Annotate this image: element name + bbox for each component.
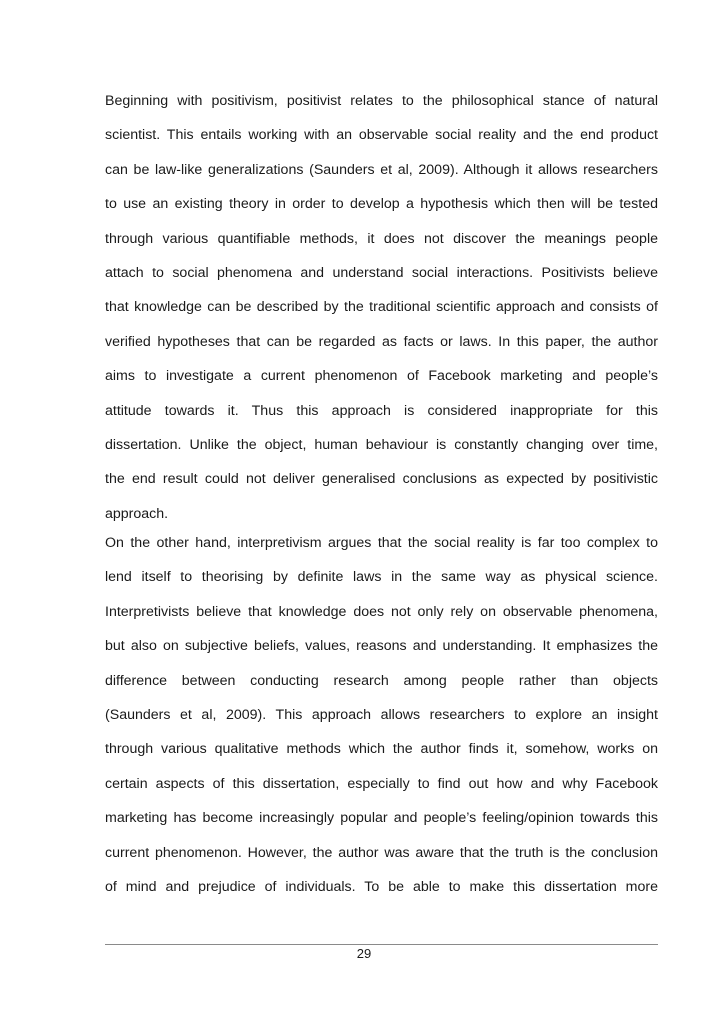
text-line: the end result could not deliver generalised conclusions as expected by positivistic [105, 471, 658, 488]
text-line: Beginning with positivism, positivist relates to the philosophical stance of natural [105, 93, 658, 109]
text-line: lend itself to theorising by definite laws in the same way as physical science. [105, 569, 658, 586]
text-line: attitude towards it. Thus this approach is considered inappropriate for this [105, 402, 658, 419]
text-line: can be law-like generalizations (Saunders et al, 2009). Although it allows researchers [105, 161, 658, 178]
text-line: but also on subjective beliefs, values, reasons and understanding. It emphasizes the [105, 638, 658, 655]
text-line: certain aspects of this dissertation, especially to find out how and why Facebook [105, 775, 658, 792]
text-line: On the other hand, interpretivism argues that the social reality is far too complex to [105, 535, 658, 551]
text-line: to use an existing theory in order to develop a hypothesis which then will be tested [105, 196, 658, 213]
text-line: aims to investigate a current phenomenon of Facebook marketing and people’s [105, 368, 658, 385]
text-line: current phenomenon. However, the author was aware that the truth is the conclusion [105, 844, 658, 861]
text-line: attach to social phenomena and understand social interactions. Positivists believe [105, 264, 658, 281]
paragraph-positivism [105, 84, 658, 531]
text-line: difference between conducting research among people rather than objects [105, 672, 658, 689]
text-line: dissertation. Unlike the object, human behaviour is constantly changing over time, [105, 436, 658, 453]
page-number: 29 [356, 946, 372, 961]
text-line: approach. [105, 505, 169, 522]
paragraph-interpretivism [105, 526, 658, 904]
text-line: that knowledge can be described by the traditional scientific approach and consists of [105, 299, 658, 316]
footer-divider [105, 944, 658, 945]
text-line: verified hypotheses that can be regarded as facts or laws. In this paper, the author [105, 333, 658, 350]
text-line: marketing has become increasingly popular and people’s feeling/opinion towards this [105, 810, 658, 827]
text-line: (Saunders et al, 2009). This approach allows researchers to explore an insight [105, 706, 658, 723]
text-line: Interpretivists believe that knowledge does not only rely on observable phenomena, [105, 603, 658, 620]
text-line: of mind and prejudice of individuals. To be able to make this dissertation more [105, 878, 658, 895]
text-line: through various qualitative methods which the author finds it, somehow, works on [105, 741, 658, 758]
text-line: through various quantifiable methods, it does not discover the meanings people [105, 230, 658, 247]
text-line: scientist. This entails working with an observable social reality and the end product [105, 127, 658, 144]
